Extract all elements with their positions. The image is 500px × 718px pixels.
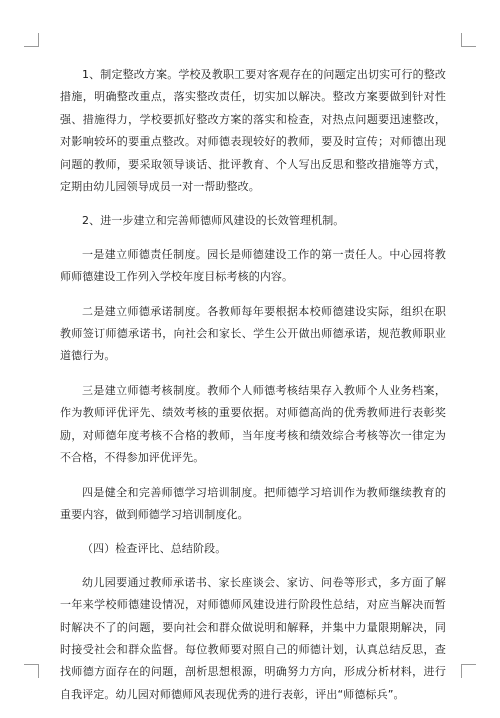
paragraph-training-system: 四是健全和完善师德学习培训制度。把师德学习培训作为教师继续教育的重要内容，做到师德学习培训制度化。 — [60, 485, 446, 521]
paragraph-responsibility-system: 一是建立师德责任制度。园长是师德建设工作的第一责任人。中心园将教师师德建设工作列入学校年度目标考核的内容。 — [60, 247, 446, 284]
paragraph-long-term-mechanism: 2、进一步建立和完善师德师风建设的长效管理机制。 — [82, 214, 345, 228]
corner-mark-top-right — [461, 33, 462, 47]
paragraph-commitment-system: 二是建立师德承诺制度。各教师每年要根据本校师德建设实际，组织在职教师签订师德承诺书，向社会和家长、学生公开做出师德承诺，规范教师职业道德行为。 — [60, 304, 446, 363]
corner-mark-top-left — [24, 46, 39, 47]
corner-mark-top-left — [38, 33, 39, 47]
paragraph-review-summary: 幼儿园要通过教师承诺书、家长座谈会、家访、问卷等形式，多方面了解一年来学校师德建设情况，对师德师风建设进行阶段性总结，对应当解决而暂时解决不了的问题，要向社会和群众做说明和解释，并集中力量限期解决，同时接受社会和群众监督。每位教师要对照自己的师德计划，认真总结反思，查找师德方面存在的问题，剖析思想根源，明确努力方向，形成分析材料，进行自我评定。幼儿园对师德师风表现优秀的进行表彰，评出“师德标兵”。 — [60, 575, 446, 701]
corner-mark-bottom-right — [461, 664, 462, 678]
corner-mark-bottom-left — [24, 664, 39, 665]
corner-mark-bottom-left — [38, 664, 39, 678]
paragraph-assessment-system: 三是建立师德考核制度。教师个人师德考核结果存入教师个人业务档案，作为教师评优评先、绩效考核的重要依据。对师德高尚的优秀教师进行表彰奖励，对师德年度考核不合格的教师，当年度考核和绩效综合考核等次一律定为不合格，不得参加评优评先。 — [60, 383, 446, 465]
corner-mark-bottom-right — [461, 664, 476, 665]
section-heading-review-summary: （四）检查评比、总结阶段。 — [82, 542, 227, 556]
corner-mark-top-right — [461, 46, 476, 47]
document-body — [60, 64, 446, 718]
paragraph-rectification-plan: 1、制定整改方案。学校及教职工要对客观存在的问题定出切实可行的整改措施，明确整改重点，落实整改责任，切实加以解决。整改方案要做到针对性强、措施得力，学校要抓好整改方案的落实和检查，对热点问题要迅速整改，对影响较坏的要重点整改。对师德表现较好的教师，要及时宣传；对师德出现问题的教师，要采取领导谈话、批评教育、个人写出反思和整改措施等方式，定期由幼儿园领导成员一对一帮助整改。 — [60, 68, 446, 194]
